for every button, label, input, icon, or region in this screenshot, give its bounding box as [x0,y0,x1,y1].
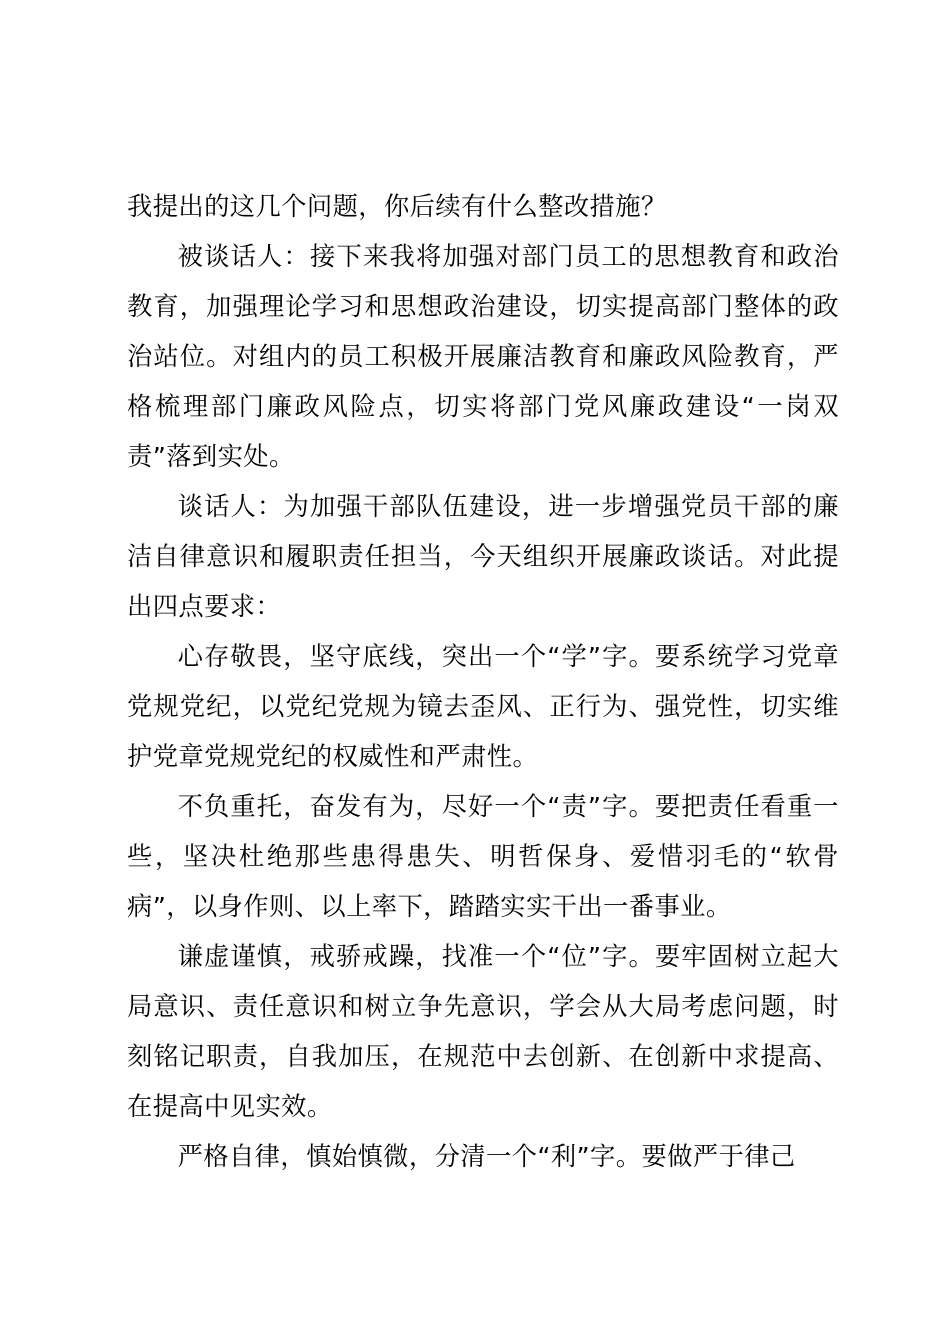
paragraph-interviewee-answer: 被谈话人：接下来我将加强对部门员工的思想教育和政治教育，加强理论学习和思想政治建设，切实提高部门整体的政治站位。对组内的员工积极开展廉洁教育和廉政风险教育，严格梳理部门廉政风险点，切实将部门党风廉政建设“一岗双责”落到实处。 [127,242,839,471]
paragraph-question: 我提出的这几个问题，你后续有什么整改措施？ [127,192,667,221]
paragraph-requirement-study: 心存敬畏，坚守底线，突出一个“学”字。要系统学习党章党规党纪，以党纪党规为镜去歪风、正行为、强党性，切实维护党章党规党纪的权威性和严肃性。 [127,642,839,771]
document-body [127,182,839,1182]
paragraph-requirement-responsibility: 不负重托，奋发有为，尽好一个“责”字。要把责任看重一些，坚决杜绝那些患得患失、明哲保身、爱惜羽毛的“软骨病”，以身作则、以上率下，踏踏实实干出一番事业。 [127,792,839,921]
paragraph-requirement-interest: 严格自律，慎始慎微，分清一个“利”字。要做严于律己 [177,1142,796,1171]
paragraph-interviewer-intro: 谈话人：为加强干部队伍建设，进一步增强党员干部的廉洁自律意识和履职责任担当，今天组织开展廉政谈话。对此提出四点要求： [127,492,839,621]
paragraph-requirement-position: 谦虚谨慎，戒骄戒躁，找准一个“位”字。要牢固树立起大局意识、责任意识和树立争先意识，学会从大局考虑问题，时刻铭记职责，自我加压，在规范中去创新、在创新中求提高、在提高中见实效。 [127,942,839,1121]
